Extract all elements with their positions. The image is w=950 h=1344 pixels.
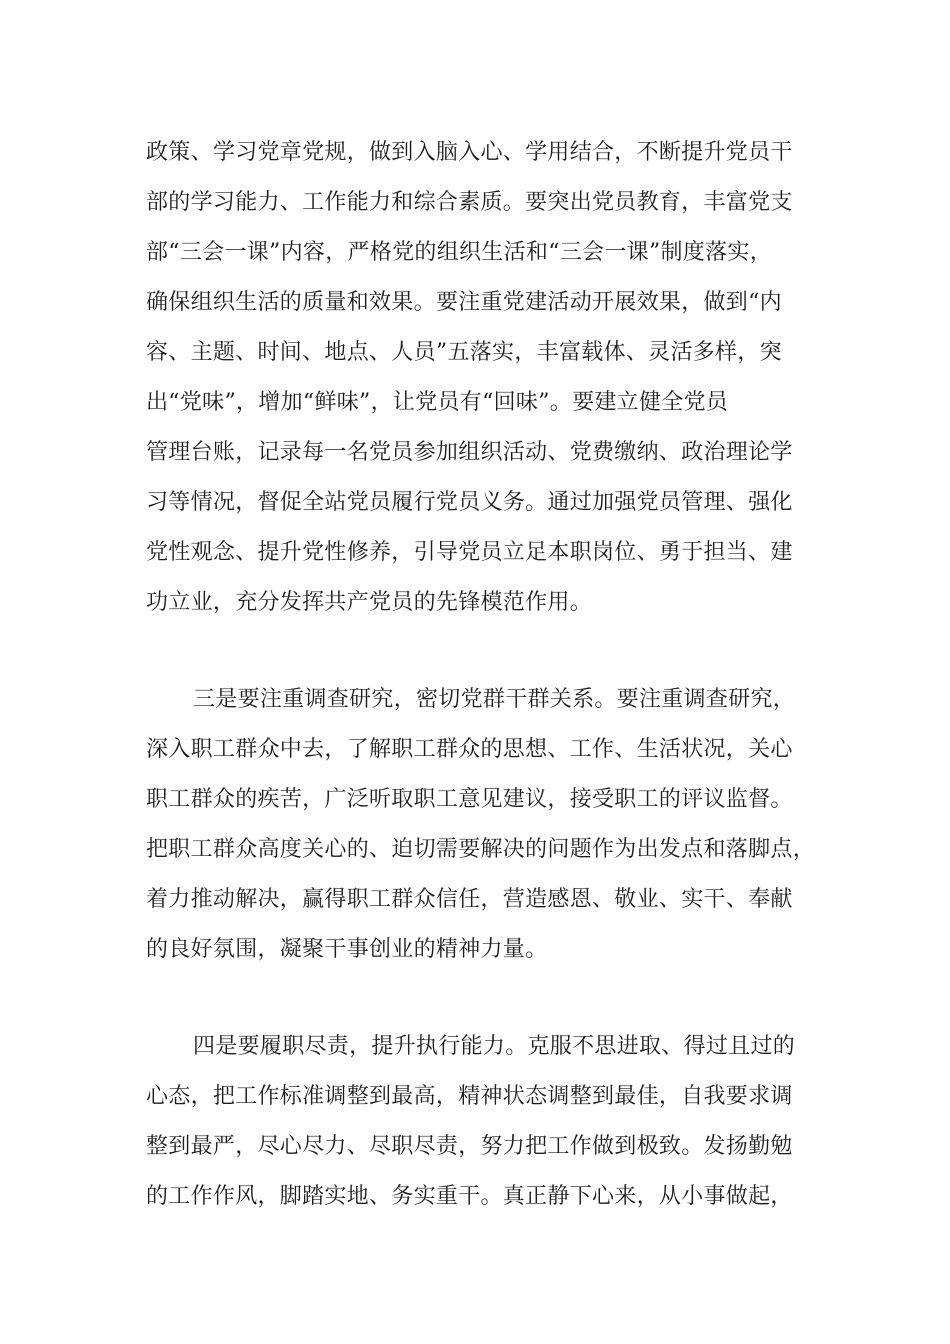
text-line: 确保组织生活的质量和效果。要注重党建活动开展效果，做到“内 — [146, 290, 782, 315]
text-line: 党性观念、提升党性修养，引导党员立足本职岗位、勇于担当、建 — [146, 540, 793, 565]
text-line: 整到最严，尽心尽力、尽职尽责，努力把工作做到极致。发扬勤勉 — [146, 1134, 793, 1159]
text-line: 政策、学习党章党规，做到入脑入心、学用结合，不断提升党员干 — [146, 140, 793, 165]
text-line: 职工群众的疾苦，广泛听取职工意见建议，接受职工的评议监督。 — [146, 787, 793, 812]
paragraph-first-line: 三是要注重调查研究，密切党群干群关系。要注重调查研究， — [193, 687, 796, 712]
text-line: 习等情况，督促全站党员履行党员义务。通过加强党员管理、强化 — [146, 490, 793, 515]
text-line: 出“党味”，增加“鲜味”，让党员有“回味”。要建立健全党员 — [146, 390, 729, 415]
text-line: 的良好氛围，凝聚干事创业的精神力量。 — [146, 937, 548, 962]
text-line: 深入职工群众中去，了解职工群众的思想、工作、生活状况，关心 — [146, 737, 793, 762]
paragraph-first-line: 四是要履职尽责，提升执行能力。克服不思进取、得过且过的 — [193, 1034, 796, 1059]
text-line: 部“三会一课”内容，严格党的组织生活和“三会一课”制度落实， — [146, 240, 772, 265]
text-line: 心态，把工作标准调整到最高，精神状态调整到最佳，自我要求调 — [146, 1084, 793, 1109]
text-line: 功立业，充分发挥共产党员的先锋模范作用。 — [146, 590, 593, 615]
text-line: 管理台账，记录每一名党员参加组织活动、党费缴纳、政治理论学 — [146, 440, 793, 465]
text-line: 的工作作风，脚踏实地、务实重干。真正静下心来，从小事做起， — [146, 1184, 793, 1209]
text-line: 着力推动解决，赢得职工群众信任，营造感恩、敬业、实干、奉献 — [146, 887, 793, 912]
text-line: 容、主题、时间、地点、人员”五落实，丰富载体、灵活多样，突 — [146, 340, 782, 365]
text-line: 把职工群众高度关心的、迫切需要解决的问题作为出发点和落脚点， — [146, 837, 816, 862]
text-line: 部的学习能力、工作能力和综合素质。要突出党员教育，丰富党支 — [146, 190, 793, 215]
